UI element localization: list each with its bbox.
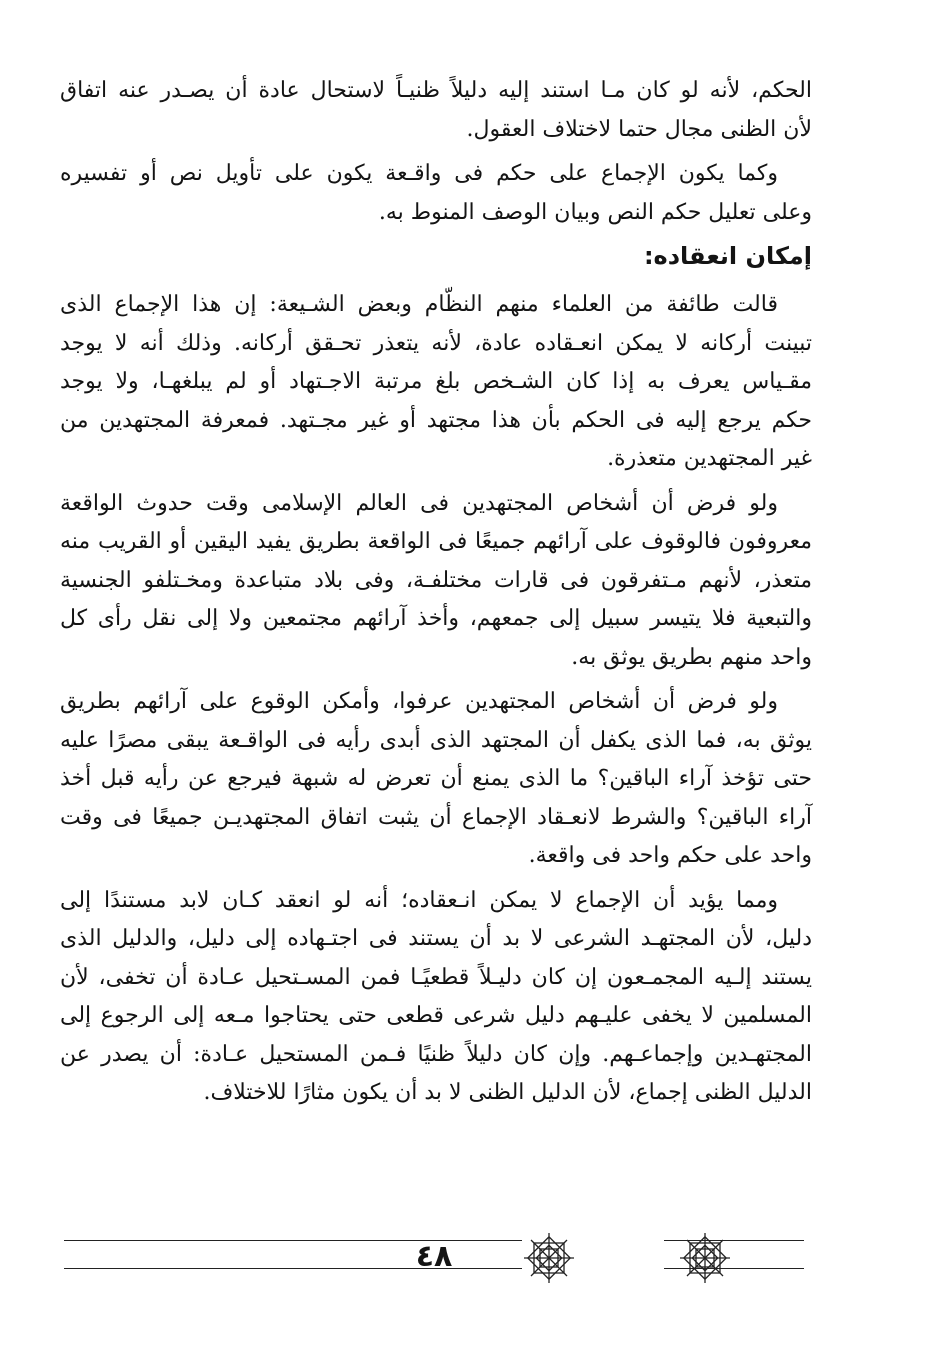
text-line: يوثق به، فما الذى يكفل أن المجتهد الذى أبدى رأيه فى الواقـعة يبقى مصرًا عليه [60,727,812,753]
text-line: متعذر، لأنهم مـتفرقون فى قارات مختلفـة، وفى بلاد متباعدة ومخـتلفو الجنسية [60,567,812,593]
text-line: غير المجتهدين متعذرة. [607,446,812,471]
paragraph [60,485,812,678]
octagram-ornament-icon [678,1231,732,1285]
text-line: لأن الظنى مجال حتما لاختلاف العقول. [466,116,812,142]
text-line: ومما يؤيد أن الإجماع لا يمكن انـعقاده؛ أنه لو انعقد كـان لابد مستندًا إلى [60,887,778,913]
text-line: واحد منهم بطريق يوثق به. [571,644,812,670]
text-line: الدليل الظنى إجماع، لأن الدليل الظنى لا بد أن يكون مثارًا للاختلاف. [203,1080,812,1105]
text-line: واحد على حكم واحد فى واقعة. [528,843,812,868]
footer-rule [64,1268,522,1269]
text-line: وعلى تعليل حكم النص وبيان الوصف المنوط به. [378,199,812,225]
paragraph [60,286,812,479]
text-line: والتبعية فلا يتيسر سبيل إلى جمعهم، وأخذ آرائهم مجتمعين ولا إلى نقل رأى كل [60,606,812,631]
paragraph [60,683,812,876]
text-line: وكما يكون الإجماع على حكم فى واقـعة يكون على تأويل نص أو تفسيره [60,161,778,186]
text-line: تبينت أركانه لا يمكن انعـقاده عادة، لأنه يتعذر تحـقق أركانه. وذلك أنه لا يوجد [60,330,812,356]
text-line: ولو فرض أن أشخاص المجتهدين فى العالم الإسلامى وقت حدوث الواقعة [60,490,778,516]
text-line: آراء الباقين؟ والشرط لانعـقاد الإجماع أن يثبت اتفاق المجتهديـن جميعًا فى وقت [60,804,812,830]
text-line: قالت طائفة من العلماء منهم النظّام وبعض الشـيعة: إن هذا الإجماع الذى [60,292,778,317]
text-line: ولو فرض أن أشخاص المجتهدين عرفوا، وأمكن الوقوع على آرائهم بطريق [60,689,778,714]
text-line: مقـياس يعرف به إذا كان الشـخص بلغ مرتبة الاجـتهاد أو لم يبلغهـا، ولا يوجد [60,369,812,394]
text-line: حتى تؤخذ آراء الباقين؟ ما الذى يمنع أن تعرض له شبهة فيرجع عن رأيه قبل أخذ [60,766,812,791]
text-line: دليل، لأن المجتهـد الشرعى لا بد أن يستند فى اجتـهاده إلى دليل، والدليل الذى [60,926,812,951]
page-footer [64,1228,804,1288]
paragraph [60,155,812,232]
text-line: حكم يرجع إليه فى الحكم بأن هذا مجتهد أو غير مجـتهد. فمعرفة المجتهدين من [60,407,812,433]
footer-rule [64,1240,522,1241]
text-line: المجتهـدين وإجماعـهم. وإن كان دليلاً ظنيًا فـمن المستحيل عـادة: أن يصدر عن [60,1041,812,1067]
text-line: معروفون فالوقوف على آرائهم جميعًا فى الواقعة بطريق يفيد اليقين أو القريب منه [60,529,812,554]
page-body [60,72,812,1119]
paragraph [60,882,812,1113]
text-line: المسلمين لا يخفى عليـهم دليل شرعى قطعى حتى يحتاجوا مـعه إلى الرجوع إلى [60,1003,812,1028]
section-heading: إمكان انعقاده: [643,242,812,270]
paragraph [60,72,812,149]
text-line: الحكم، لأنه لو كان مـا استند إليه دليلاً ظنيـاً لاستحال عادة أن يصـدر عنه اتفاق [60,78,812,103]
page-number: ٤٨ [415,1239,453,1274]
text-line: يستند إلـيه المجمـعون إن كان دليـلاً قطعيًـا فمن المسـتحيل عـادة أن تخفى، لأن [60,964,812,990]
octagram-ornament-icon [522,1231,576,1285]
